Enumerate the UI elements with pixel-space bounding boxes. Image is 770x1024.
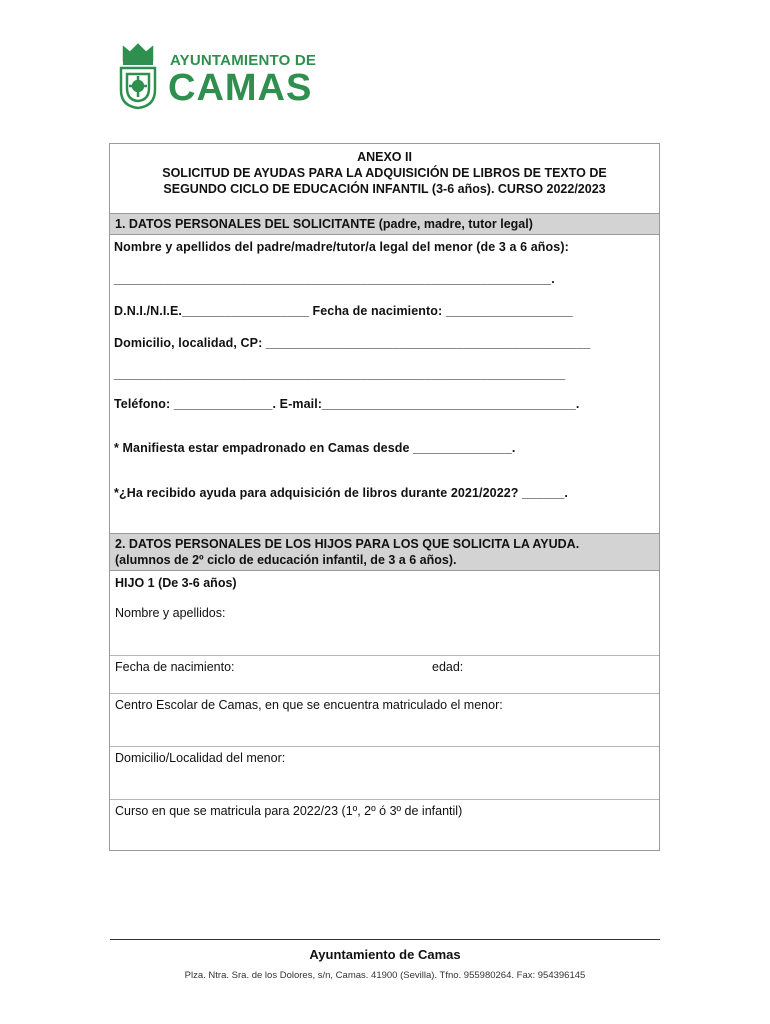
child-address-row[interactable] (110, 746, 659, 800)
ayuntamiento-logo (116, 42, 316, 112)
coat-of-arms-icon (116, 42, 160, 110)
section2-title: 2. DATOS PERSONALES DE LOS HIJOS PARA LOS QUE SOLICITA LA AYUDA. (115, 537, 580, 551)
child-course-row[interactable] (110, 799, 659, 851)
child-birthdate-row[interactable] (110, 655, 659, 694)
child-address-label: Domicilio/Localidad del menor: (115, 751, 286, 765)
child-school-label: Centro Escolar de Camas, en que se encuentra matriculado el menor: (115, 698, 503, 712)
phone-email-field[interactable]: Teléfono: ______________. E-mail:____________________________________. (114, 397, 580, 411)
address-continuation-field[interactable]: ________________________________________________________________ (114, 367, 566, 381)
child1-title: HIJO 1 (De 3-6 años) (115, 576, 237, 590)
section1-header: 1. DATOS PERSONALES DEL SOLICITANTE (padre, madre, tutor legal) (110, 213, 659, 235)
footer-address: Plza. Ntra. Sra. de los Dolores, s/n, Camas. 41900 (Sevilla). Tfno. 955980264. Fax: 954396145 (184, 970, 586, 981)
form-heading (110, 149, 659, 197)
application-form (109, 143, 660, 851)
footer-divider (110, 939, 660, 940)
section2-subtitle: (alumnos de 2º ciclo de educación infantil, de 3 a 6 años). (115, 553, 457, 567)
form-title-line2: SEGUNDO CICLO DE EDUCACIÓN INFANTIL (3-6 años). CURSO 2022/2023 (163, 182, 606, 196)
child-birthdate-label: Fecha de nacimiento: (115, 660, 235, 674)
child-name-label[interactable]: Nombre y apellidos: (115, 606, 226, 620)
census-declaration-field[interactable]: * Manifiesta estar empadronado en Camas desde ______________. (114, 441, 516, 455)
address-field[interactable]: Domicilio, localidad, CP: ______________________________________________ (114, 336, 591, 350)
previous-aid-field[interactable]: *¿Ha recibido ayuda para adquisición de libros durante 2021/2022? ______. (114, 486, 569, 500)
applicant-name-field[interactable]: ______________________________________________________________. (114, 272, 555, 286)
footer-title: Ayuntamiento de Camas (309, 947, 461, 962)
child-course-label: Curso en que se matricula para 2022/23 (1º, 2º ó 3º de infantil) (115, 804, 463, 818)
form-title-line1: SOLICITUD DE AYUDAS PARA LA ADQUISICIÓN DE LIBROS DE TEXTO DE (162, 166, 607, 180)
applicant-name-label: Nombre y apellidos del padre/madre/tutor/a legal del menor (de 3 a 6 años): (114, 240, 569, 254)
child-school-row[interactable] (110, 693, 659, 747)
dni-birthdate-field[interactable]: D.N.I./N.I.E.__________________ Fecha de nacimiento: __________________ (114, 304, 573, 318)
child-age-label: edad: (432, 660, 464, 674)
logo-text-main: CAMAS (168, 67, 313, 109)
annex-title: ANEXO II (357, 150, 412, 164)
logo-text-top: AYUNTAMIENTO DE (170, 52, 317, 69)
section2-header (110, 533, 659, 571)
